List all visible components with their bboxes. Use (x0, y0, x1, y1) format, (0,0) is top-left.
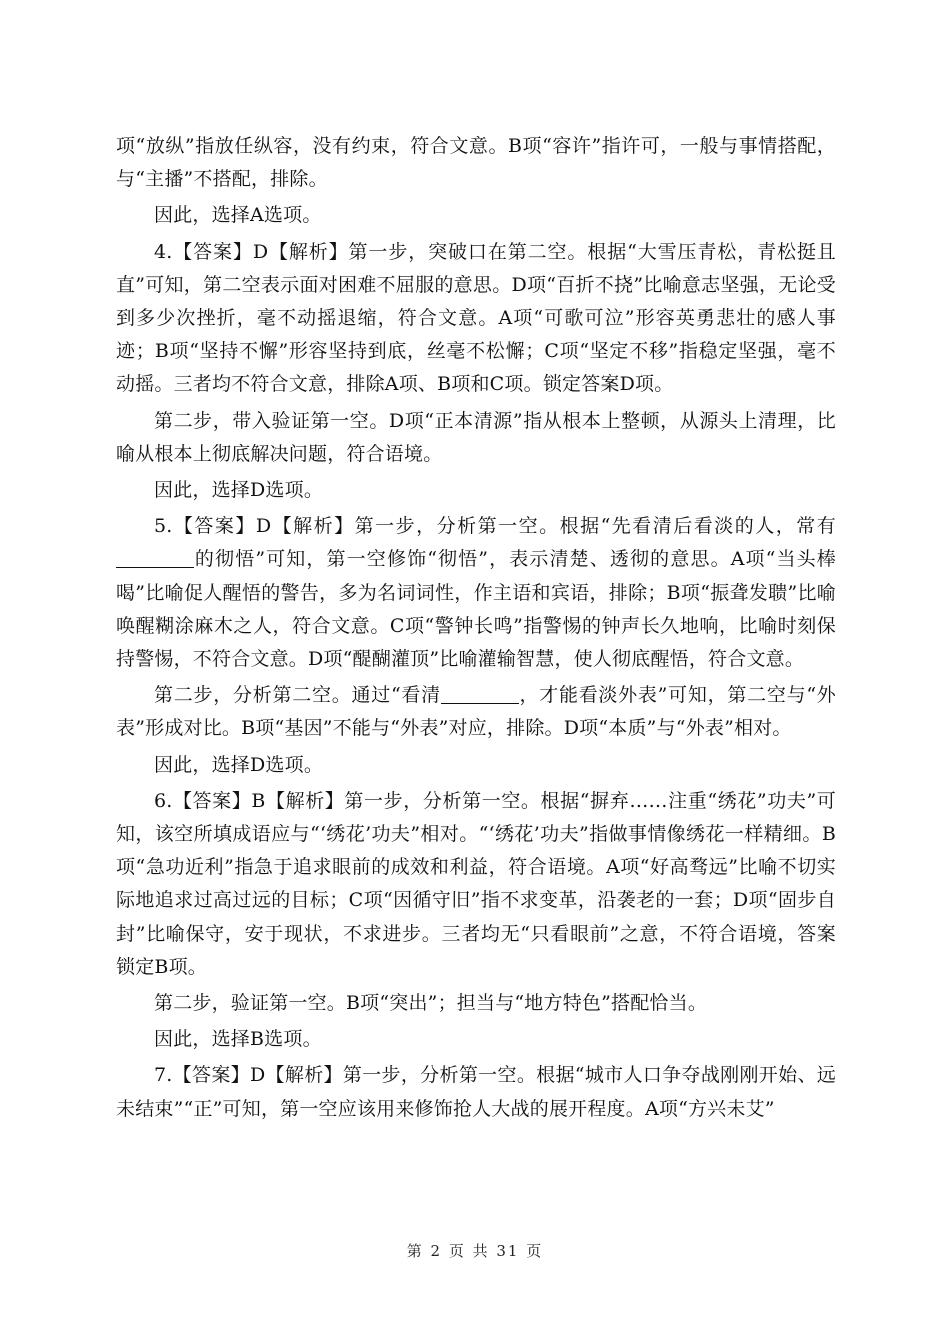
paragraph-3: 4.【答案】D【解析】第一步，突破口在第二空。根据“大雪压青松，青松挺且直”可知，第二空表示面对困难不屈服的意思。D项“百折不挠”比喻意志坚强，无论受到多少次挫折，毫不动摇退缩，符合文意。A项“可歌可泣”形容英勇悲壮的感人事迹；B项“坚持不懈”形容坚持到底，丝毫不松懈；C项“坚定不移”指稳定坚强，毫不动摇。三者均不符合文意，排除A项、B项和C项。锁定答案D项。 (116, 240, 836, 396)
paragraph-4: 第二步，带入验证第一空。D项“正本清源”指从根本上整顿，从源头上清理，比喻从根本上彻底解决问题，符合语境。 (116, 409, 836, 465)
paragraph-10: 第二步，验证第一空。B项“突出”；担当与“地方特色”搭配恰当。 (154, 992, 708, 1015)
paragraph-5: 因此，选择D选项。 (154, 479, 324, 502)
fill-in-blank (441, 685, 519, 704)
paragraph-7 (116, 679, 836, 745)
document-body (116, 130, 836, 1129)
paragraph-6-part-2: 的彻悟”可知，第一空修饰“彻悟”，表示清楚、透彻的意思。A项“当头棒喝”比喻促人醒悟的警告，多为名词词性，作主语和宾语，排除；B项“振聋发聩”比喻唤醒糊涂麻木之人，符合文意。C项“警钟长鸣”指警惕的钟声长久地响，比喻时刻保持警惕，不符合文意。D项“醍醐灌顶”比喻灌输智慧，使人彻底醒悟，符合文意。 (116, 548, 836, 671)
paragraph-6 (116, 510, 836, 676)
paragraph-7-part-1: 第二步，分析第二空。通过“看清 (154, 684, 441, 707)
paragraph-8: 因此，选择D选项。 (154, 753, 324, 776)
paragraph-7-part-2: ，才能看淡外表”可知，第二空与“外表”形成对比。B项“基因”不能与“外表”对应，排除。D项“本质”与“外表”相对。 (116, 684, 837, 740)
paragraph-12: 7.【答案】D【解析】第一步，分析第一空。根据“城市人口争夺战刚刚开始、远未结束”“正”可知，第一空应该用来修饰抢人大战的展开程度。A项“方兴未艾” (116, 1064, 836, 1120)
paragraph-6-part-1: 5.【答案】D【解析】第一步，分析第一空。根据“先看清后看淡的人，常有 (154, 515, 836, 538)
paragraph-2: 因此，选择A选项。 (154, 204, 322, 227)
fill-in-blank (116, 549, 194, 568)
paragraph-11: 因此，选择B选项。 (154, 1028, 322, 1051)
paragraph-1: 项“放纵”指放任纵容，没有约束，符合文意。B项“容许”指许可，一般与事情搭配，与“主播”不搭配，排除。 (116, 135, 836, 191)
page-number-footer: 第 2 页 共 31 页 (406, 1242, 544, 1260)
paragraph-9: 6.【答案】B【解析】第一步，分析第一空。根据“摒弃……注重“绣花”功夫”可知，该空所填成语应与“‘绣花’功夫”相对。“‘绣花’功夫”指做事情像绣花一样精细。B项“急功近利”指急于追求眼前的成效和利益，符合语境。A项“好高骛远”比喻不切实际地追求过高过远的目标；C项“因循守旧”指不求变革，沿袭老的一套；D项“固步自封”比喻保守，安于现状，不求进步。三者均无“只看眼前”之意，不符合语境，答案锁定B项。 (116, 789, 836, 978)
